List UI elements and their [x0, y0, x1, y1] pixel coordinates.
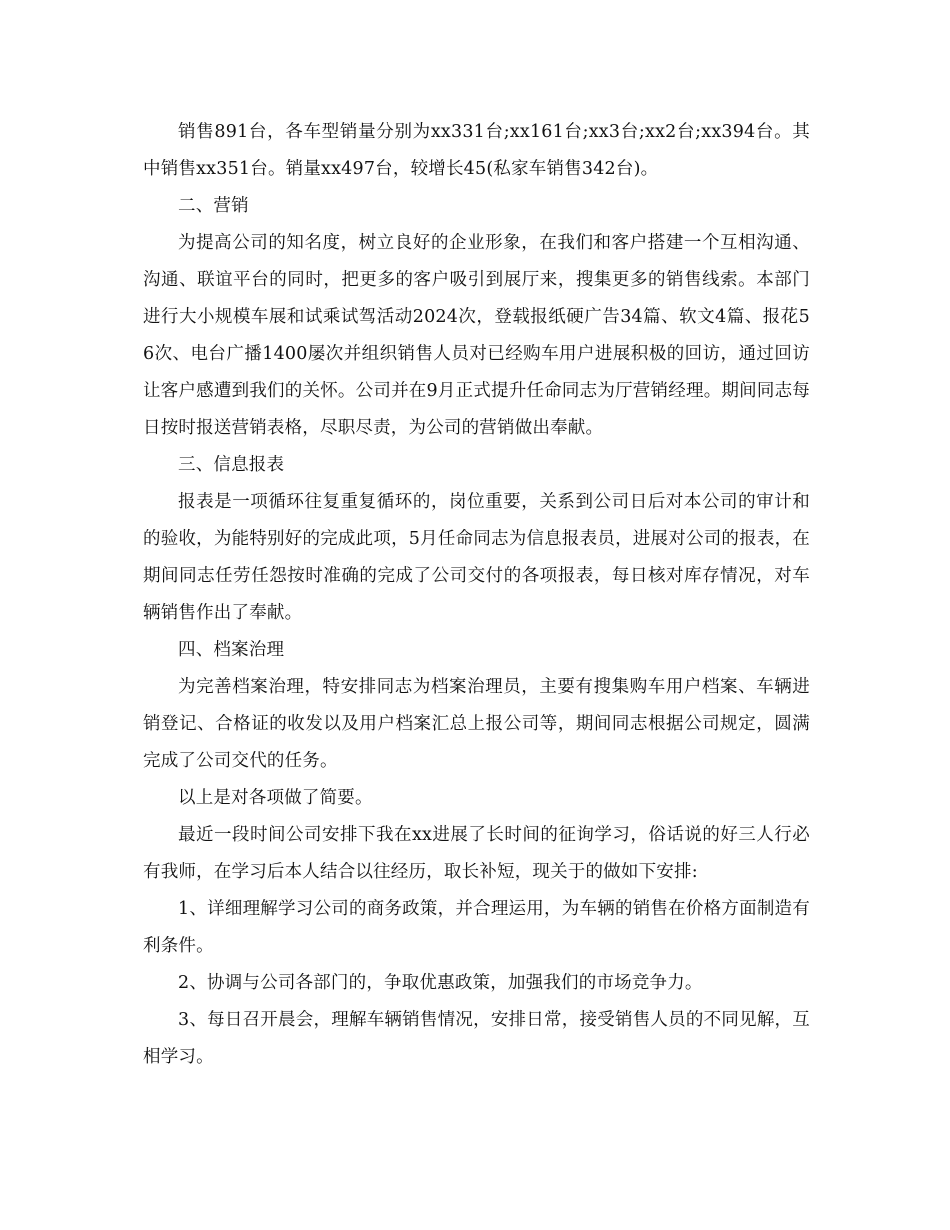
- paragraph-info-reports: 报表是一项循环往复重复循环的，岗位重要，关系到公司日后对本公司的审计和的验收，为能特别好的完成此项，5月任命同志为信息报表员，进展对公司的报表，在期间同志任劳任怨按时准确的完成了公司交付的各项报表，每日核对库存情况，对车辆销售作出了奉献。: [143, 492, 810, 623]
- section-heading-archive-management: 四、档案治理: [178, 640, 285, 660]
- section-heading-marketing: 二、营销: [178, 196, 249, 216]
- list-item-plan-1: 1、详细理解学习公司的商务政策，并合理运用，为车辆的销售在价格方面制造有利条件。: [143, 899, 810, 956]
- paragraph-study-plan: 最近一段时间公司安排下我在xx进展了长时间的征询学习，俗话说的好三人行必有我师，在学习后本人结合以往经历，取长补短，现关于的做如下安排:: [143, 825, 810, 882]
- section-heading-info-reports: 三、信息报表: [178, 455, 285, 475]
- list-item-plan-2: 2、协调与公司各部门的，争取优惠政策，加强我们的市场竞争力。: [178, 973, 703, 993]
- document-body: [143, 114, 810, 1076]
- paragraph-marketing: 为提高公司的知名度，树立良好的企业形象，在我们和客户搭建一个互相沟通、沟通、联谊平台的同时，把更多的客户吸引到展厅来，搜集更多的销售线索。本部门进行大小规模车展和试乘试驾活动2024次，登载报纸硬广告34篇、软文4篇、报花56次、电台广播1400屡次并组织销售人员对已经购车用户进展积极的回访，通过回访让客户感遭到我们的关怀。公司并在9月正式提升任命同志为厅营销经理。期间同志每日按时报送营销表格，尽职尽责，为公司的营销做出奉献。: [143, 233, 810, 438]
- paragraph-sales-summary: 销售891台，各车型销量分别为xx331台;xx161台;xx3台;xx2台;xx394台。其中销售xx351台。销量xx497台，较增长45(私家车销售342台)。: [143, 122, 810, 179]
- paragraph-summary: 以上是对各项做了简要。: [178, 788, 373, 808]
- list-item-plan-3: 3、每日召开晨会，理解车辆销售情况，安排日常，接受销售人员的不同见解，互相学习。: [143, 1010, 810, 1067]
- paragraph-archive-management: 为完善档案治理，特安排同志为档案治理员，主要有搜集购车用户档案、车辆进销登记、合格证的收发以及用户档案汇总上报公司等，期间同志根据公司规定，圆满完成了公司交代的任务。: [143, 677, 810, 771]
